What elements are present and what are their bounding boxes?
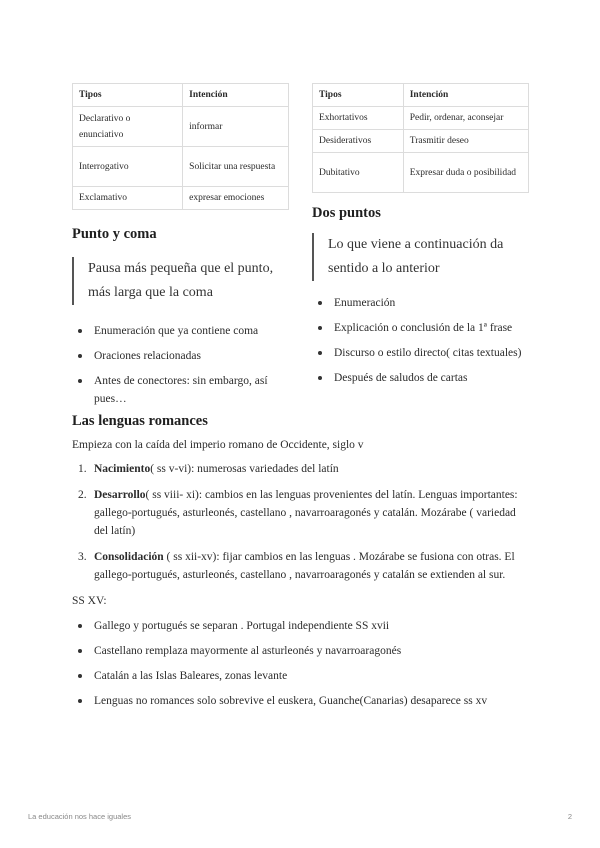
table-cell: Dubitativo <box>313 153 404 193</box>
table-row <box>313 130 529 153</box>
table-cell: Interrogativo <box>73 147 183 187</box>
sentence-types-table-right <box>312 83 529 193</box>
step-bold-term: Consolidación <box>94 551 164 563</box>
list-item: Gallego y portugués se separan . Portugal independiente SS xvii <box>72 617 532 635</box>
list-number: 1. <box>78 463 87 475</box>
list-item: Enumeración que ya contiene coma <box>72 322 289 340</box>
table-row <box>73 147 289 187</box>
table-row <box>313 153 529 193</box>
ss-xv-label: SS XV: <box>72 595 107 607</box>
table-header-cell: Intención <box>183 84 289 107</box>
list-item <box>72 548 532 584</box>
list-number: 2. <box>78 489 87 501</box>
section-title-punto-coma: Punto y coma <box>72 226 157 242</box>
dos-puntos-list <box>312 294 529 387</box>
lenguas-steps-list <box>72 460 532 584</box>
step-text: ( ss v-vi): numerosas variedades del latín <box>150 463 339 475</box>
table-cell: Trasmitir deseo <box>403 130 528 153</box>
table-cell: Pedir, ordenar, aconsejar <box>403 107 528 130</box>
footer-text: La educación nos hace iguales <box>28 812 131 821</box>
ss-xv-list <box>72 617 532 710</box>
list-item: Antes de conectores: sin embargo, así pues… <box>72 372 289 408</box>
list-item: Lenguas no romances solo sobrevive el euskera, Guanche(Canarias) desaparece ss xv <box>72 692 532 710</box>
list-item: Oraciones relacionadas <box>72 347 289 365</box>
blockquote-punto-coma: Pausa más pequeña que el punto, más larga que la coma <box>72 257 289 305</box>
table-header-cell: Tipos <box>73 84 183 107</box>
list-number: 3. <box>78 551 87 563</box>
left-column <box>72 83 289 408</box>
sentence-types-table-left <box>72 83 289 210</box>
lenguas-intro: Empieza con la caída del imperio romano de Occidente, siglo v <box>72 439 364 451</box>
right-column <box>312 83 529 387</box>
list-item: Explicación o conclusión de la 1ª frase <box>312 319 529 337</box>
table-row <box>73 187 289 210</box>
list-item: Catalán a las Islas Baleares, zonas levante <box>72 667 532 685</box>
table-cell: Expresar duda o posibilidad <box>403 153 528 193</box>
table-cell: Exclamativo <box>73 187 183 210</box>
list-item <box>72 486 532 540</box>
table-header-row <box>73 84 289 107</box>
table-row <box>313 107 529 130</box>
list-item: Discurso o estilo directo( citas textuales) <box>312 344 529 362</box>
table-row <box>73 107 289 147</box>
lenguas-section <box>72 413 532 710</box>
table-cell: Declarativo o enunciativo <box>73 107 183 147</box>
punto-coma-list <box>72 322 289 408</box>
list-item: Castellano remplaza mayormente al asturleonés y navarroaragonés <box>72 642 532 660</box>
table-cell: Desiderativos <box>313 130 404 153</box>
table-cell: Exhortativos <box>313 107 404 130</box>
step-bold-term: Nacimiento <box>94 463 151 475</box>
table-cell: expresar emociones <box>183 187 289 210</box>
table-cell: informar <box>183 107 289 147</box>
list-item <box>72 460 532 478</box>
step-text: ( ss xii-xv): fijar cambios en las lenguas . Mozárabe se fusiona con otras. El gallego-portugués, asturleonés, castellano , navarroaragonés y catalán se extienden al sur. <box>94 551 515 581</box>
list-item: Después de saludos de cartas <box>312 369 529 387</box>
step-text: ( ss viii- xi): cambios en las lenguas provenientes del latín. Lenguas importantes: gallego-portugués, asturleonés, castellano , navarroaragonés y catalán. Mozárabe ( variedad del latín) <box>94 489 518 537</box>
list-item: Enumeración <box>312 294 529 312</box>
section-title-dos-puntos: Dos puntos <box>312 205 381 221</box>
table-header-cell: Tipos <box>313 84 404 107</box>
section-title-lenguas: Las lenguas romances <box>72 413 208 429</box>
blockquote-dos-puntos: Lo que viene a continuación da sentido a lo anterior <box>312 233 529 281</box>
table-header-cell: Intención <box>403 84 528 107</box>
page-number: 2 <box>567 812 572 821</box>
table-header-row <box>313 84 529 107</box>
table-cell: Solicitar una respuesta <box>183 147 289 187</box>
step-bold-term: Desarrollo <box>94 489 146 501</box>
